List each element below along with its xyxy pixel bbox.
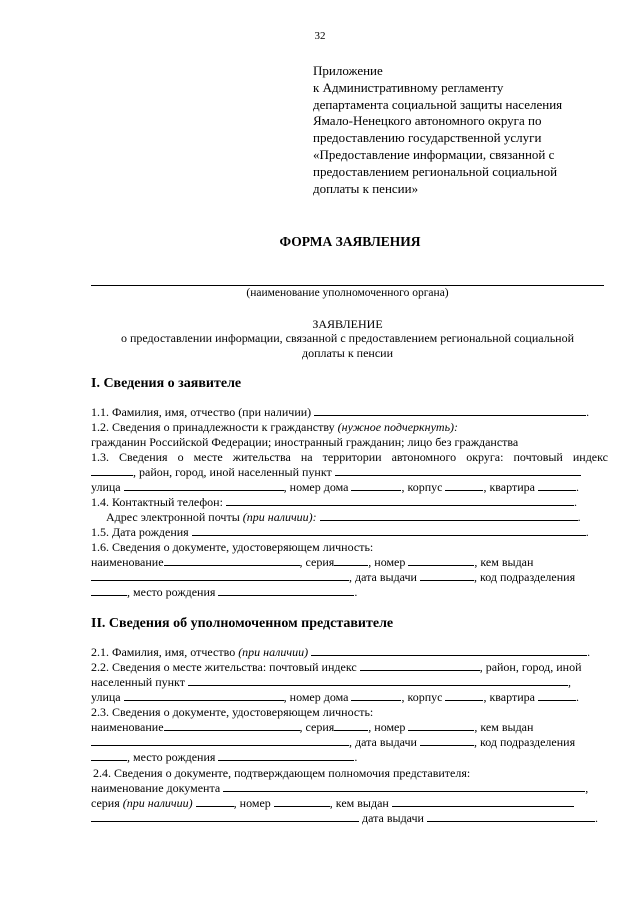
- building-label: , корпус: [401, 480, 443, 494]
- field-1-1: 1.1. Фамилия, имя, отчество (при наличии) .: [91, 405, 590, 419]
- field-1-6-issue: [91, 570, 608, 584]
- region-label: , район, город, иной населенный пункт: [133, 465, 332, 479]
- section-2-title: II. Сведения об уполномоченном представителе: [91, 616, 394, 631]
- rep-doc-name-input[interactable]: [164, 720, 300, 731]
- authority-issue-date-input[interactable]: [427, 811, 595, 822]
- field-2-4-date: дата выдачи .: [91, 811, 608, 825]
- authority-issued-by-label: , кем выдан: [329, 796, 389, 810]
- rep-postal-input[interactable]: [360, 660, 480, 671]
- full-name-input[interactable]: [314, 405, 586, 416]
- appendix-line: предоставлению государственной услуги: [313, 130, 542, 146]
- house-label: , номер дома: [283, 480, 349, 494]
- rep-series-input[interactable]: [334, 720, 368, 731]
- rep-series-label: , серия: [299, 720, 335, 734]
- rep-issue-date-input[interactable]: [420, 735, 474, 746]
- full-name-label: 1.1. Фамилия, имя, отчество (при наличии): [91, 405, 312, 419]
- appendix-line: департамента социальной защиты населения: [313, 96, 563, 112]
- series-label: , серия: [299, 555, 335, 569]
- rep-apartment-input[interactable]: [538, 690, 576, 701]
- appendix-line: к Административному регламенту: [313, 79, 504, 95]
- house-input[interactable]: [351, 480, 401, 491]
- appendix-line: Ямало-Ненецкого автономного округа по: [313, 113, 542, 129]
- authority-doc-name-input[interactable]: [223, 781, 585, 792]
- appendix-note: [313, 63, 613, 197]
- appendix-line: доплаты к пенсии»: [313, 180, 419, 196]
- field-2-1: 2.1. Фамилия, имя, отчество (при наличии) .: [91, 645, 591, 659]
- field-2-2-address: улица , номер дома , корпус , квартира .: [91, 690, 579, 704]
- postal-code-input[interactable]: [91, 465, 133, 476]
- building-input[interactable]: [445, 480, 483, 491]
- rep-birthplace-input[interactable]: [218, 750, 354, 761]
- appendix-line: «Предоставление информации, связанной с: [313, 146, 555, 162]
- authority-number-input[interactable]: [274, 796, 330, 807]
- appendix-line: Приложение: [313, 63, 383, 78]
- rep-locality-label: населенный пункт: [91, 675, 185, 689]
- authority-caption: (наименование уполномоченного органа): [246, 287, 449, 299]
- section-1-title: I. Сведения о заявителе: [91, 376, 242, 391]
- street-input[interactable]: [124, 480, 284, 491]
- issue-date-input[interactable]: [420, 570, 474, 581]
- field-2-2: [91, 660, 608, 674]
- rep-name-label: 2.1. Фамилия, имя, отчество: [91, 645, 236, 659]
- rep-apartment-label: , квартира: [483, 690, 535, 704]
- field-2-4-doc: наименование документа ,: [91, 781, 589, 795]
- rep-street-label: улица: [91, 690, 121, 704]
- birth-date-input[interactable]: [192, 525, 586, 536]
- authority-doc-label: 2.4. Сведения о документе, подтверждающем полномочия представителя:: [93, 766, 471, 780]
- email-input[interactable]: [320, 510, 578, 521]
- authority-issued-by-input[interactable]: [392, 796, 574, 807]
- apartment-label: , квартира: [483, 480, 535, 494]
- birth-date-label: 1.5. Дата рождения: [91, 525, 189, 539]
- rep-house-label: , номер дома: [283, 690, 349, 704]
- rep-issue-date-label: , дата выдачи: [349, 735, 417, 749]
- rep-house-input[interactable]: [351, 690, 401, 701]
- field-1-4: 1.4. Контактный телефон: .: [91, 495, 577, 509]
- citizenship-hint: (нужное подчеркнуть):: [337, 420, 459, 434]
- rep-id-document-label: 2.3. Сведения о документе, удостоверяющем личность:: [91, 705, 374, 719]
- field-1-6-birthplace: , место рождения .: [91, 585, 608, 599]
- authority-issued-by-cont-input[interactable]: [91, 811, 359, 822]
- citizenship-options[interactable]: гражданин Российской Федерации; иностранный гражданин; лицо без гражданства: [91, 435, 519, 449]
- division-code-label: , код подразделения: [473, 570, 576, 584]
- locality-input[interactable]: [335, 465, 581, 476]
- authority-number-label: , номер: [233, 796, 271, 810]
- statement-subtitle-line: доплаты к пенсии: [301, 346, 393, 360]
- issued-by-input[interactable]: [91, 570, 349, 581]
- rep-street-input[interactable]: [124, 690, 284, 701]
- rep-division-code-label: , код подразделения: [473, 735, 576, 749]
- issue-date-label: , дата выдачи: [349, 570, 417, 584]
- phone-label: 1.4. Контактный телефон:: [91, 495, 223, 509]
- id-document-label: 1.6. Сведения о документе, удостоверяющем личность:: [91, 540, 374, 554]
- field-1-6-doc: [91, 555, 608, 569]
- citizenship-label: 1.2. Сведения о принадлежности к гражданству: [91, 420, 335, 434]
- birthplace-label: , место рождения: [127, 585, 216, 599]
- field-2-4-number: [91, 796, 608, 810]
- statement-subtitle-line: о предоставлении информации, связанной с предоставлением региональной социальной: [120, 331, 575, 345]
- field-2-3-doc: [91, 720, 608, 734]
- rep-division-code-input[interactable]: [91, 750, 127, 761]
- rep-doc-name-label: наименование: [91, 720, 164, 734]
- field-2-2-locality: населенный пункт ,: [91, 675, 571, 689]
- rep-region-label: , район, город, иной: [479, 660, 582, 674]
- email-label: Адрес электронной почты: [106, 510, 240, 524]
- rep-postal-label: 2.2. Сведения о месте жительства: почтовый индекс: [91, 660, 357, 674]
- street-label: улица: [91, 480, 121, 494]
- rep-issued-by-input[interactable]: [91, 735, 349, 746]
- phone-input[interactable]: [226, 495, 574, 506]
- rep-building-input[interactable]: [445, 690, 483, 701]
- rep-name-input[interactable]: [311, 645, 587, 656]
- statement-heading: ЗАЯВЛЕНИЕ: [312, 317, 383, 331]
- rep-name-hint: (при наличии): [238, 645, 309, 659]
- authority-series-input[interactable]: [196, 796, 234, 807]
- rep-number-label: , номер: [368, 720, 406, 734]
- form-title: ФОРМА ЗАЯВЛЕНИЯ: [279, 234, 421, 249]
- field-email: Адрес электронной почты (при наличии): .: [106, 510, 581, 524]
- email-hint: (при наличии):: [242, 510, 317, 524]
- field-1-5: 1.5. Дата рождения .: [91, 525, 589, 539]
- field-2-3-birthplace: , место рождения .: [91, 750, 608, 764]
- series-input[interactable]: [334, 555, 368, 566]
- doc-name-label: наименование: [91, 555, 164, 569]
- authority-doc-name-label: наименование документа: [91, 781, 221, 795]
- page-number: 32: [314, 30, 326, 42]
- issued-by-label: , кем выдан: [474, 555, 534, 569]
- authority-series-hint: (при наличии): [122, 796, 193, 810]
- rep-birthplace-label: , место рождения: [127, 750, 216, 764]
- field-1-2: [91, 420, 608, 434]
- rep-number-input[interactable]: [408, 720, 474, 731]
- authority-name-field[interactable]: [91, 285, 604, 286]
- apartment-input[interactable]: [538, 480, 576, 491]
- field-2-3-issue: [91, 735, 608, 749]
- field-1-3-address: улица , номер дома , корпус , квартира .: [91, 480, 579, 494]
- number-label: , номер: [368, 555, 406, 569]
- doc-name-input[interactable]: [164, 555, 300, 566]
- birthplace-input[interactable]: [218, 585, 354, 596]
- field-1-3-region: [91, 465, 608, 479]
- rep-issued-by-label: , кем выдан: [474, 720, 534, 734]
- number-input[interactable]: [408, 555, 474, 566]
- division-code-input[interactable]: [91, 585, 127, 596]
- authority-issue-date-label: дата выдачи: [362, 811, 424, 825]
- appendix-line: предоставлением региональной социальной: [313, 163, 558, 179]
- rep-locality-input[interactable]: [188, 675, 568, 686]
- statement-subtitle: [91, 331, 604, 361]
- residence-label: 1.3. Сведения о месте жительства на территории автономного округа: почтовый индекс: [91, 450, 608, 464]
- authority-series-label: серия: [91, 796, 120, 810]
- rep-building-label: , корпус: [401, 690, 443, 704]
